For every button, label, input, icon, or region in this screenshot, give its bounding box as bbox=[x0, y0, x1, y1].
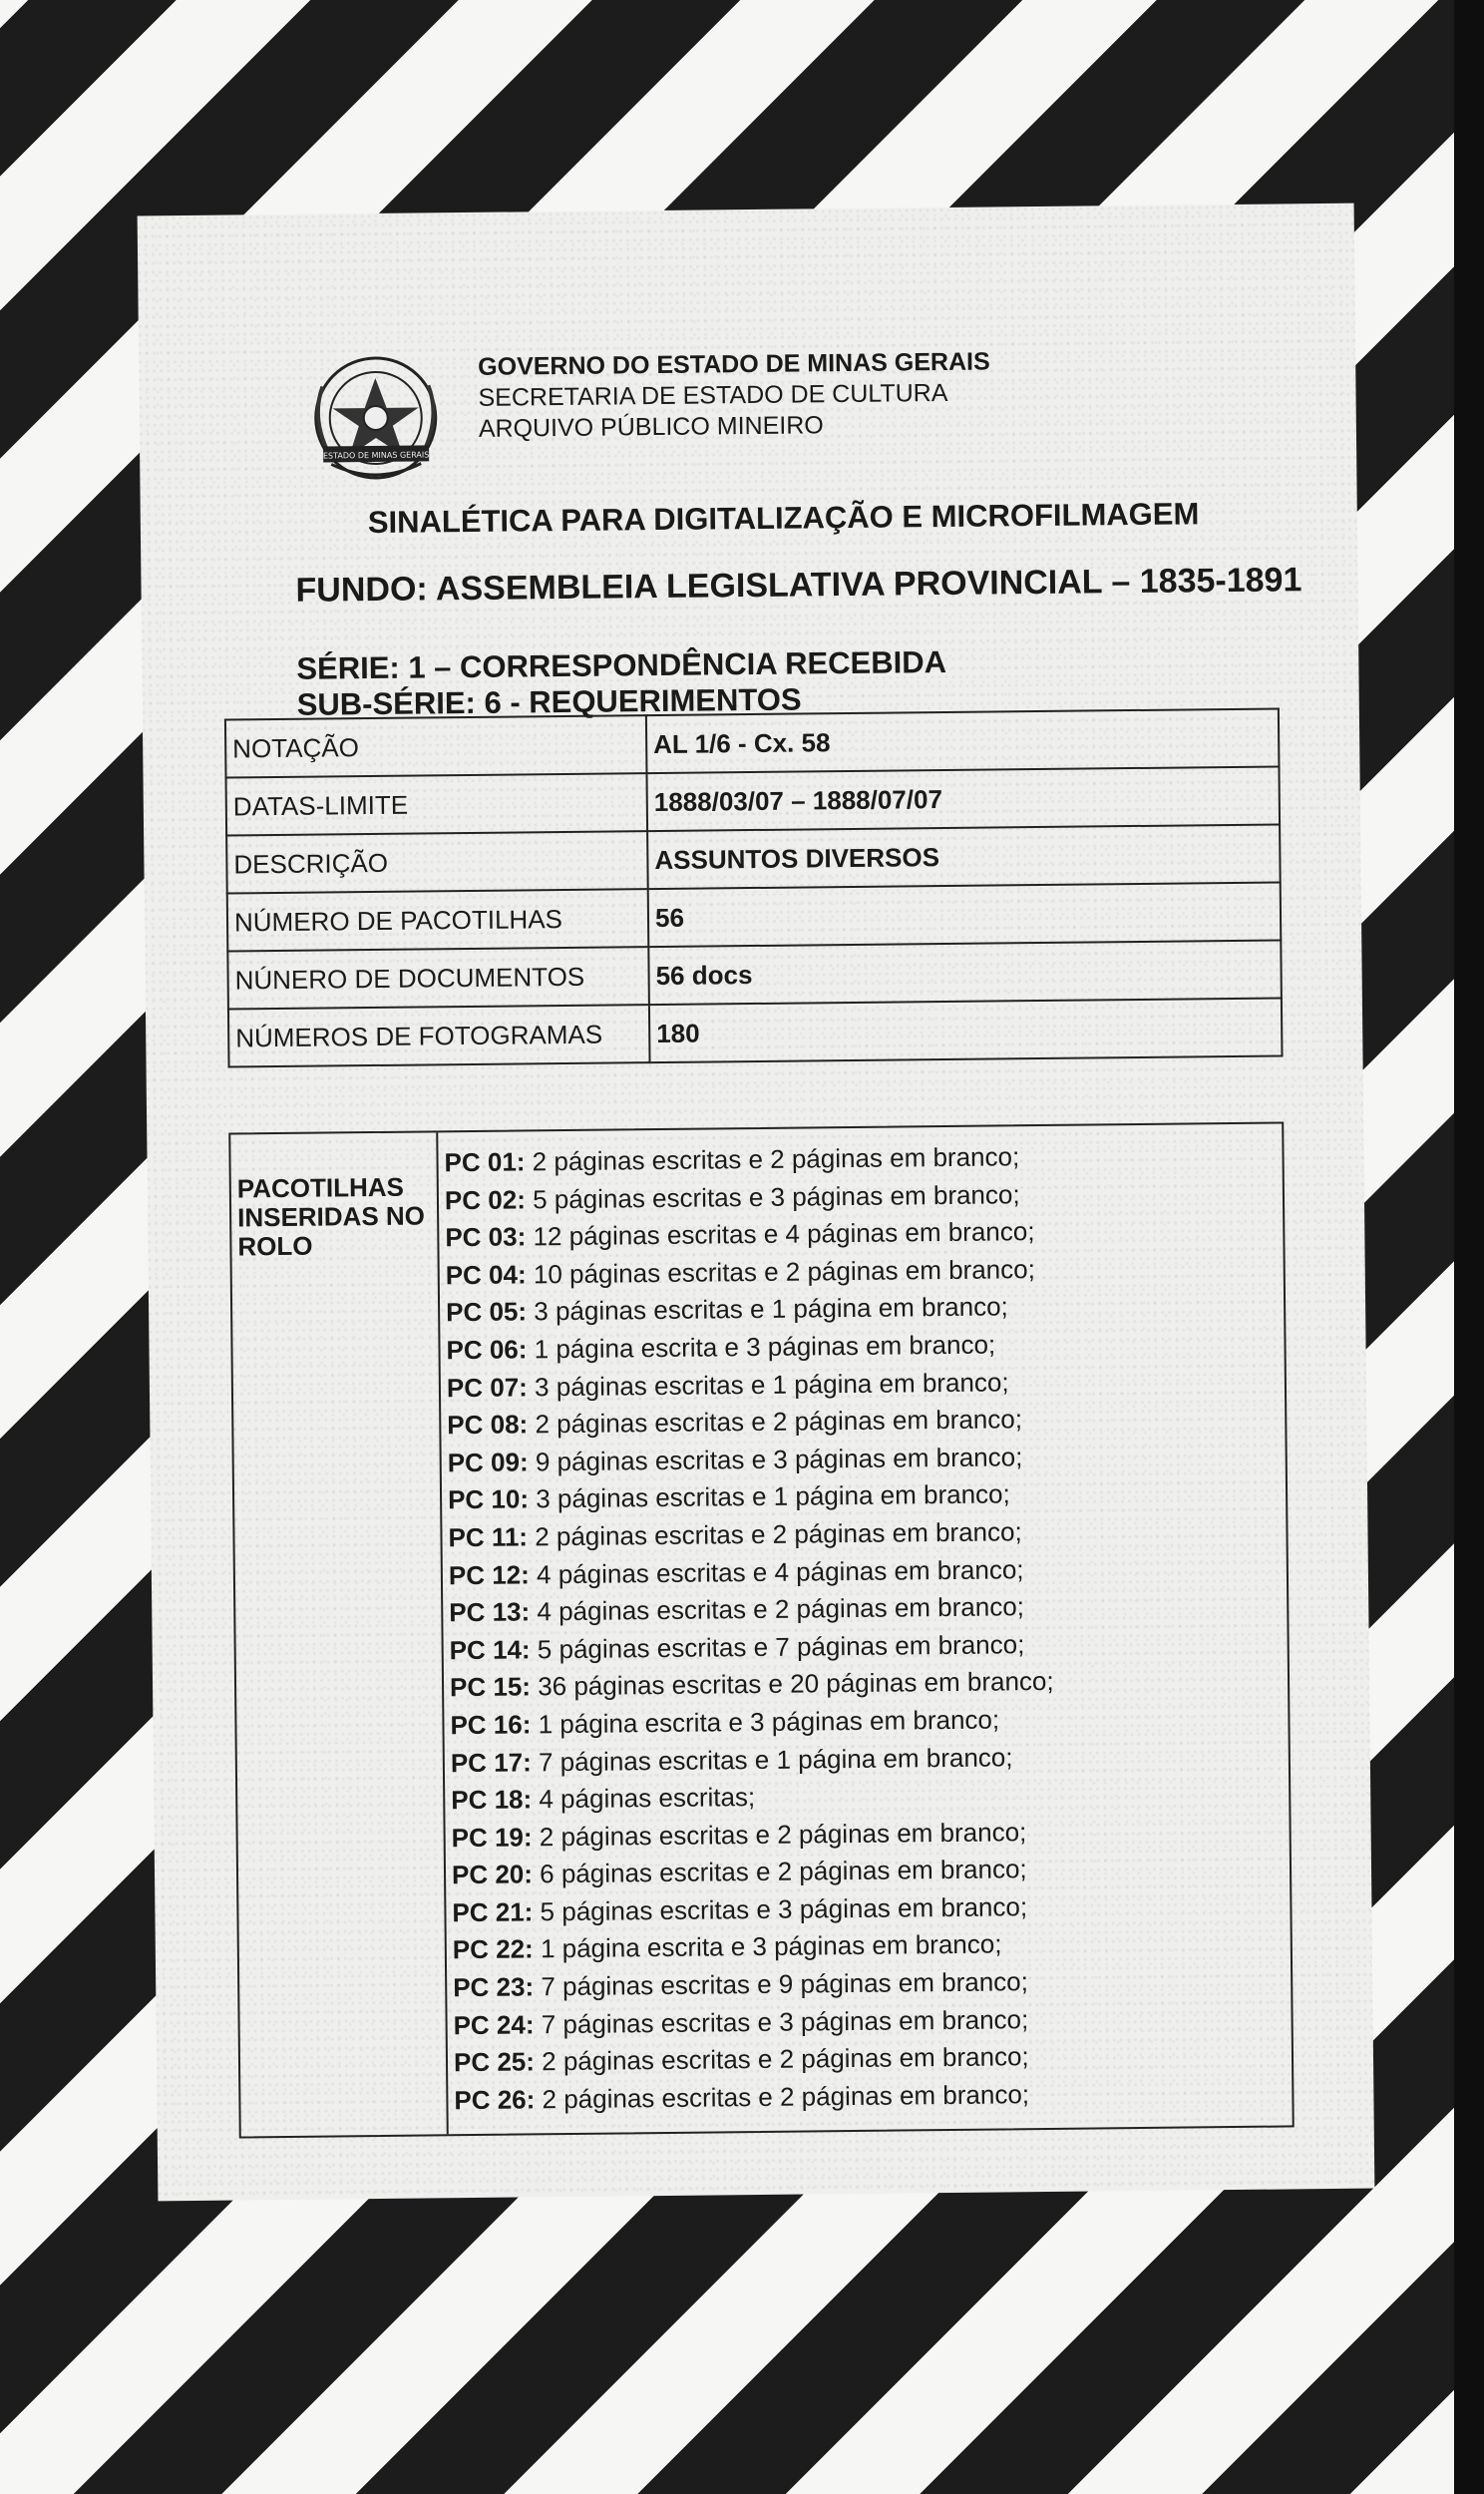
pacotilha-code: PC 20: bbox=[451, 1859, 534, 1890]
row-value: 56 bbox=[648, 882, 1282, 947]
pacotilha-code: PC 14: bbox=[449, 1634, 531, 1665]
row-label: NÚNERO DE DOCUMENTOS bbox=[227, 947, 649, 1009]
pacotilha-description: 6 páginas escritas e 2 páginas em branco; bbox=[540, 1854, 1027, 1889]
pacotilha-description: 12 páginas escritas e 4 páginas em branco; bbox=[533, 1216, 1035, 1252]
series-block bbox=[296, 644, 946, 723]
pacotilha-code: PC 13: bbox=[449, 1596, 531, 1628]
table-row bbox=[228, 998, 1283, 1066]
secretariat-line: SECRETARIA DE ESTADO DE CULTURA bbox=[478, 378, 948, 412]
pacotilha-description: 2 páginas escritas e 2 páginas em branco; bbox=[535, 1516, 1022, 1552]
pacotilha-code: PC 01: bbox=[444, 1146, 526, 1178]
row-value: ASSUNTOS DIVERSOS bbox=[647, 824, 1281, 889]
row-value: AL 1/6 - Cx. 58 bbox=[646, 708, 1280, 773]
pacotilha-description: 5 páginas escritas e 3 páginas em branco; bbox=[540, 1891, 1028, 1927]
pacotilha-description: 2 páginas escritas e 2 páginas em branco; bbox=[539, 1816, 1027, 1852]
pacotilha-code: PC 19: bbox=[451, 1822, 533, 1853]
row-label: NOTAÇÃO bbox=[225, 715, 647, 777]
row-value: 1888/03/07 – 1888/07/07 bbox=[646, 766, 1280, 831]
pacotilha-code: PC 07: bbox=[446, 1371, 529, 1403]
pacotilha-description: 2 páginas escritas e 2 páginas em branco; bbox=[532, 1141, 1020, 1177]
row-label: DESCRIÇÃO bbox=[226, 831, 648, 893]
pacotilha-description: 2 páginas escritas e 2 páginas em branco; bbox=[535, 1404, 1023, 1440]
document-sheet bbox=[138, 204, 1375, 2202]
row-label: NÚMEROS DE FOTOGRAMAS bbox=[228, 1005, 650, 1066]
svg-text:ESTADO DE MINAS GERAIS: ESTADO DE MINAS GERAIS bbox=[322, 450, 430, 461]
pacotilha-description: 7 páginas escritas e 9 páginas em branco; bbox=[541, 1966, 1029, 2002]
pacotilha-description: 36 páginas escritas e 20 páginas em branco; bbox=[538, 1666, 1054, 1702]
pacotilha-description: 10 páginas escritas e 2 páginas em branco; bbox=[533, 1253, 1036, 1290]
pacotilha-description: 1 página escrita e 3 páginas em branco; bbox=[538, 1704, 1000, 1740]
pacotilha-code: PC 10: bbox=[447, 1483, 530, 1515]
state-seal-icon bbox=[300, 345, 452, 497]
metadata-table bbox=[224, 707, 1284, 1067]
pacotilhas-label-line: ROLO bbox=[237, 1230, 313, 1262]
pacotilha-code: PC 02: bbox=[444, 1184, 527, 1215]
pacotilha-code: PC 03: bbox=[445, 1221, 527, 1253]
pacotilhas-label bbox=[230, 1132, 449, 2136]
pacotilha-description: 3 páginas escritas e 1 página em branco; bbox=[536, 1478, 1010, 1514]
pacotilha-code: PC 16: bbox=[450, 1709, 532, 1741]
pacotilhas-list bbox=[438, 1123, 1292, 2134]
pacotilha-code: PC 08: bbox=[447, 1409, 529, 1441]
row-label: DATAS-LIMITE bbox=[226, 773, 648, 835]
pacotilha-code: PC 05: bbox=[445, 1296, 528, 1328]
pacotilha-description: 7 páginas escritas e 3 páginas em branco; bbox=[541, 2003, 1029, 2039]
subserie-heading: SUB-SÉRIE: 6 - REQUERIMENTOS bbox=[296, 681, 802, 722]
scan-edge bbox=[1454, 0, 1484, 2494]
pacotilha-code: PC 06: bbox=[446, 1334, 528, 1366]
pacotilhas-label-line: PACOTILHAS bbox=[236, 1171, 405, 1204]
pacotilhas-table bbox=[228, 1121, 1294, 2138]
pacotilha-description: 2 páginas escritas e 2 páginas em branco; bbox=[542, 2079, 1030, 2115]
pacotilhas-label-line: INSERIDAS NO bbox=[236, 1200, 426, 1233]
pacotilha-description: 3 páginas escritas e 1 página em branco; bbox=[534, 1366, 1009, 1402]
pacotilha-code: PC 26: bbox=[454, 2084, 536, 2116]
pacotilha-code: PC 15: bbox=[449, 1671, 532, 1703]
pacotilha-description: 3 páginas escritas e 1 página em branco; bbox=[534, 1291, 1008, 1327]
institution-header bbox=[478, 346, 990, 444]
pacotilha-description: 7 páginas escritas e 1 página em branco; bbox=[538, 1741, 1013, 1777]
government-line: GOVERNO DO ESTADO DE MINAS GERAIS bbox=[478, 347, 990, 381]
row-value: 180 bbox=[649, 998, 1283, 1062]
row-label: NÚMERO DE PACOTILHAS bbox=[227, 889, 649, 951]
pacotilha-code: PC 22: bbox=[452, 1933, 534, 1965]
pacotilha-code: PC 21: bbox=[452, 1896, 534, 1928]
serie-heading: SÉRIE: 1 – CORRESPONDÊNCIA RECEBIDA bbox=[296, 643, 947, 686]
pacotilha-code: PC 04: bbox=[445, 1259, 527, 1291]
document-title: SINALÉTICA PARA DIGITALIZAÇÃO E MICROFILMAGEM bbox=[367, 496, 1200, 541]
pacotilha-code: PC 24: bbox=[453, 2009, 535, 2040]
pacotilha-code: PC 18: bbox=[451, 1784, 533, 1816]
pacotilha-description: 9 páginas escritas e 3 páginas em branco; bbox=[535, 1441, 1023, 1477]
pacotilha-code: PC 11: bbox=[448, 1521, 529, 1553]
pacotilha-code: PC 09: bbox=[447, 1447, 529, 1478]
pacotilha-description: 2 páginas escritas e 2 páginas em branco; bbox=[542, 2041, 1029, 2077]
pacotilha-code: PC 17: bbox=[450, 1746, 532, 1778]
pacotilha-description: 5 páginas escritas e 3 páginas em branco; bbox=[532, 1178, 1020, 1214]
pacotilha-description: 5 páginas escritas e 7 páginas em branco; bbox=[537, 1628, 1025, 1665]
list-item bbox=[454, 2073, 1292, 2119]
pacotilha-description: 1 página escrita e 3 páginas em branco; bbox=[534, 1329, 996, 1365]
pacotilha-description: 4 páginas escritas e 4 páginas em branco; bbox=[536, 1553, 1024, 1589]
fundo-heading: FUNDO: ASSEMBLEIA LEGISLATIVA PROVINCIAL – 1835-1891 bbox=[295, 561, 1302, 610]
pacotilha-description: 4 páginas escritas e 2 páginas em branco; bbox=[537, 1591, 1025, 1627]
pacotilha-code: PC 25: bbox=[453, 2046, 536, 2078]
pacotilha-description: 1 página escrita e 3 páginas em branco; bbox=[540, 1928, 1002, 1964]
pacotilha-code: PC 12: bbox=[448, 1558, 530, 1590]
archive-line: ARQUIVO PÚBLICO MINEIRO bbox=[478, 411, 824, 443]
pacotilha-code: PC 23: bbox=[453, 1971, 535, 2003]
row-value: 56 docs bbox=[648, 940, 1282, 1005]
pacotilha-description: 4 páginas escritas; bbox=[539, 1782, 756, 1815]
